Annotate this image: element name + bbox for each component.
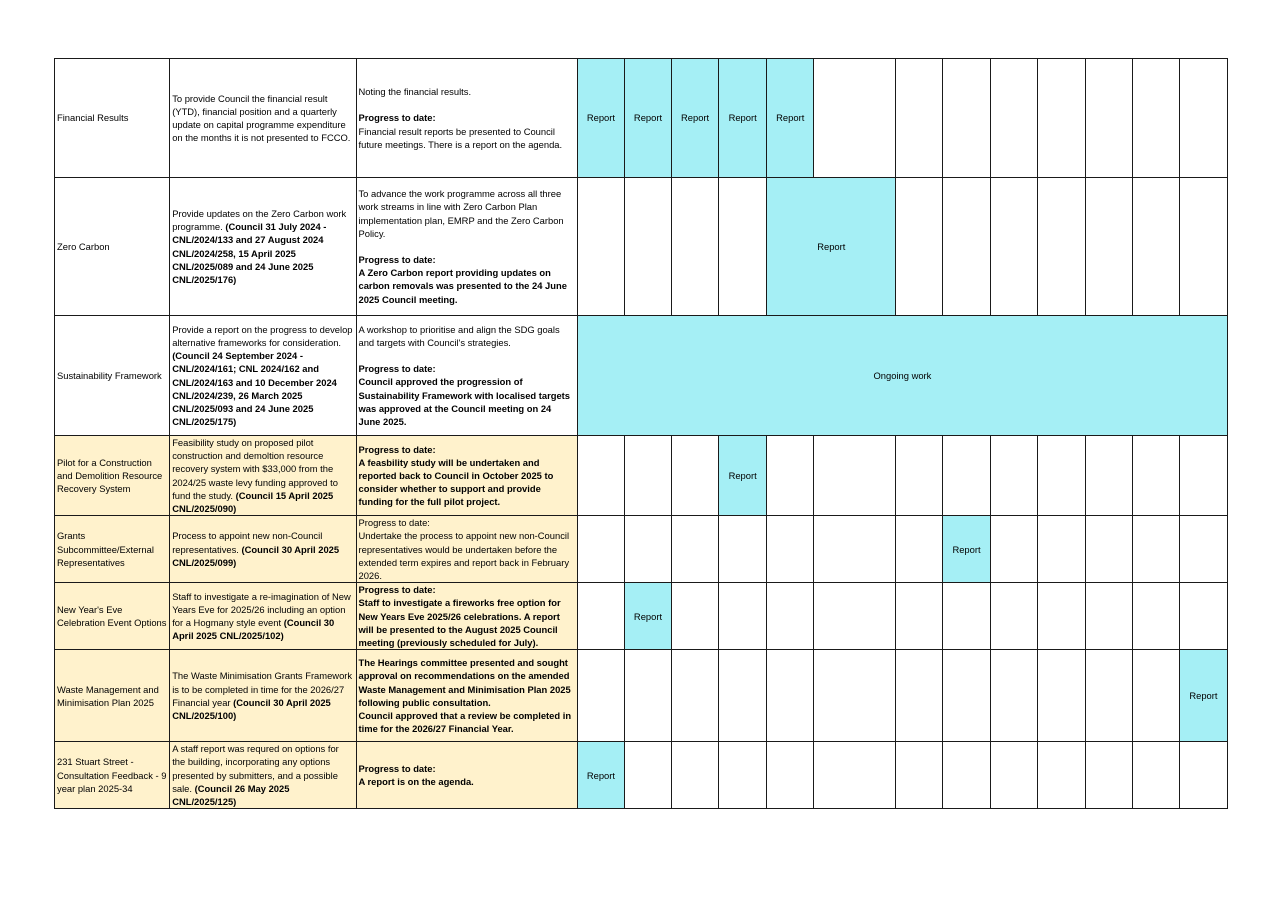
- timeline-cell: Report: [943, 516, 990, 583]
- timeline-cell-empty: [1037, 516, 1085, 583]
- timeline-cell-empty: [719, 516, 767, 583]
- table-row: [55, 178, 1228, 316]
- timeline-cell-empty: [896, 742, 943, 809]
- table-row: [55, 516, 1228, 583]
- timeline-cell-empty: [1132, 650, 1179, 742]
- timeline-cell-empty: [672, 178, 719, 316]
- timeline-cell: Report: [577, 742, 624, 809]
- timeline-cell-empty: [624, 178, 671, 316]
- timeline-cell-empty: [990, 650, 1037, 742]
- timeline-cell-empty: [672, 583, 719, 650]
- timeline-cell-empty: [1085, 742, 1132, 809]
- timeline-cell: Report: [767, 178, 896, 316]
- timeline-cell-empty: [1132, 516, 1179, 583]
- row-outcome: [356, 436, 577, 516]
- timeline-cell-empty: [767, 742, 814, 809]
- row-title: 231 Stuart Street - Consultation Feedback - 9 year plan 2025-34: [55, 742, 170, 809]
- timeline-cell-empty: [990, 59, 1037, 178]
- timeline-cell-empty: [719, 178, 767, 316]
- timeline-cell-empty: [990, 178, 1037, 316]
- outcome-intro: A workshop to prioritise and align the SDG goals and targets with Council's strategies.: [358, 323, 560, 348]
- timeline-cell-empty: [672, 742, 719, 809]
- row-outcome: [356, 516, 577, 583]
- timeline-cell-empty: [814, 516, 896, 583]
- timeline-cell-ongoing: Ongoing work: [577, 316, 1227, 436]
- timeline-cell-empty: [1085, 178, 1132, 316]
- timeline-cell-empty: [1085, 436, 1132, 516]
- progress-label: Progress to date:: [358, 517, 430, 529]
- purpose-text: Process to appoint new non-Council representatives.: [172, 530, 323, 555]
- timeline-cell-empty: [896, 516, 943, 583]
- timeline-cell-empty: [1179, 742, 1227, 809]
- timeline-cell-empty: [719, 650, 767, 742]
- outcome-intro: To advance the work programme across all three work streams in line with Zero Carbon Plan implementation plan, EMRP and the Zero Carbon Policy.: [358, 188, 564, 239]
- table-row: [55, 742, 1228, 809]
- timeline-cell-empty: [1037, 650, 1085, 742]
- timeline-cell-empty: [1179, 583, 1227, 650]
- table-row: [55, 59, 1228, 178]
- progress-text: A report is on the agenda.: [358, 776, 474, 788]
- progress-text: The Hearings committee presented and sought approval on recommendations on the amended Waste Management and Minimisation Plan 2025 following public consultation.: [358, 657, 571, 708]
- outcome-intro: Noting the financial results.: [358, 86, 472, 98]
- purpose-text: Provide updates on the Zero Carbon work programme.: [172, 207, 347, 233]
- timeline-cell: Report: [624, 59, 671, 178]
- progress-text-2: Council approved that a review be completed in time for the 2026/27 Financial Year.: [358, 709, 572, 735]
- progress-text: Council approved the progression of Sustainability Framework with localised targets was approved at the Council meeting on 24 June 2025.: [358, 376, 571, 427]
- timeline-cell: Report: [672, 59, 719, 178]
- timeline-cell-empty: [1037, 742, 1085, 809]
- purpose-text: The Waste Minimisation Grants Framework is to be completed in time for the 2026/27 Financial year: [172, 670, 353, 708]
- timeline-cell-empty: [1085, 650, 1132, 742]
- timeline-cell-empty: [943, 436, 990, 516]
- timeline-cell-empty: [719, 583, 767, 650]
- timeline-cell-empty: [814, 59, 896, 178]
- purpose-ref: (Council 26 May 2025 CNL/2025/125): [172, 782, 290, 808]
- timeline-cell-empty: [1179, 178, 1227, 316]
- timeline-cell-empty: [896, 436, 943, 516]
- row-purpose: [170, 436, 356, 516]
- timeline-cell-empty: [943, 742, 990, 809]
- timeline-cell: Report: [719, 436, 767, 516]
- timeline-cell-empty: [577, 583, 624, 650]
- purpose-ref: (Council 30 April 2025 CNL/2025/099): [172, 543, 340, 568]
- timeline-cell-empty: [896, 650, 943, 742]
- row-purpose: [170, 650, 356, 742]
- timeline-cell-empty: [624, 516, 671, 583]
- purpose-ref: (Council 31 July 2024 - CNL/2024/133 and 27 August 2024 CNL/2024/258, 15 April 2025 CNL/2025/089 and 24 June 2025 CNL/2025/176): [172, 221, 327, 285]
- timeline-cell-empty: [1037, 178, 1085, 316]
- timeline-cell-empty: [1132, 742, 1179, 809]
- timeline-cell-empty: [814, 583, 896, 650]
- timeline-cell: Report: [624, 583, 671, 650]
- timeline-cell-empty: [1085, 516, 1132, 583]
- timeline-cell-empty: [1085, 583, 1132, 650]
- timeline-cell-empty: [1132, 178, 1179, 316]
- progress-label: Progress to date:: [358, 443, 436, 455]
- purpose-ref: (Council 30 April 2025 CNL/2025/102): [172, 617, 335, 642]
- timeline-cell-empty: [1037, 59, 1085, 178]
- row-title: Zero Carbon: [55, 178, 170, 316]
- timeline-cell-empty: [1132, 583, 1179, 650]
- purpose-ref: (Council 24 September 2024 - CNL/2024/161; CNL 2024/162 and CNL/2024/163 and 10 December 2024 CNL/2024/239, 26 March 2025 CNL/2025/093 and 24 June 2025 CNL/2025/175): [172, 350, 337, 428]
- timeline-cell: Report: [1179, 650, 1227, 742]
- timeline-cell-empty: [943, 583, 990, 650]
- table-row: [55, 436, 1228, 516]
- timeline-cell-empty: [767, 583, 814, 650]
- timeline-cell-empty: [577, 178, 624, 316]
- progress-text: A feasbility study will be undertaken and reported back to Council in October 2025 to consider whether to support and provide funding for the full pilot project.: [358, 456, 554, 508]
- purpose-ref: (Council 15 April 2025 CNL/2025/090): [172, 489, 334, 515]
- timeline-cell-empty: [990, 742, 1037, 809]
- progress-label: Progress to date:: [358, 763, 436, 775]
- row-purpose: [170, 583, 356, 650]
- progress-text: Staff to investigate a fireworks free option for New Years Eve 2025/26 celebrations. A report will be presented to the August 2025 Council meeting (previously scheduled for July).: [358, 597, 561, 649]
- row-title: Sustainability Framework: [55, 316, 170, 436]
- timeline-cell-empty: [719, 742, 767, 809]
- timeline-cell-empty: [1037, 436, 1085, 516]
- timeline-cell-empty: [814, 436, 896, 516]
- purpose-text: A staff report was requred on options for the building, incorporating any options presented by submitters, and a possible sale.: [172, 743, 339, 794]
- row-purpose: [170, 316, 356, 436]
- progress-text: Undertake the process to appoint new non-Council representatives would be undertaken before the extended term expires and report back in February 2026.: [358, 530, 570, 582]
- row-purpose: [170, 516, 356, 583]
- timeline-cell-empty: [1179, 59, 1227, 178]
- timeline-cell: Report: [767, 59, 814, 178]
- timeline-cell-empty: [577, 650, 624, 742]
- row-title: New Year's Eve Celebration Event Options: [55, 583, 170, 650]
- row-outcome: [356, 742, 577, 809]
- timeline-cell-empty: [767, 650, 814, 742]
- work-programme-table: [54, 58, 1228, 809]
- timeline-cell-empty: [1132, 59, 1179, 178]
- purpose-text: Provide a report on the progress to develop alternative frameworks for consideration.: [172, 323, 353, 348]
- row-title: Grants Subcommittee/External Representatives: [55, 516, 170, 583]
- timeline-cell-empty: [990, 583, 1037, 650]
- timeline-cell-empty: [624, 742, 671, 809]
- row-outcome: [356, 316, 577, 436]
- row-outcome: [356, 583, 577, 650]
- timeline-cell-empty: [624, 650, 671, 742]
- timeline-cell-empty: [1132, 436, 1179, 516]
- row-purpose: [170, 178, 356, 316]
- row-title: Waste Management and Minimisation Plan 2025: [55, 650, 170, 742]
- timeline-cell-empty: [624, 436, 671, 516]
- row-outcome: [356, 178, 577, 316]
- timeline-cell-empty: [990, 516, 1037, 583]
- progress-label: Progress to date:: [358, 254, 436, 265]
- timeline-cell-empty: [767, 516, 814, 583]
- purpose-text: Feasibility study on proposed pilot construction and demoltion resource recovery system with $33,000 from the 2024/25 waste levy funding approved to fund the study.: [172, 437, 338, 501]
- timeline-cell-empty: [814, 650, 896, 742]
- timeline-cell-empty: [896, 583, 943, 650]
- timeline-cell-empty: [672, 436, 719, 516]
- purpose-text: To provide Council the financial result (YTD), financial position and a quarterly update on capital programme expenditure on the months it is not presented to FCCO.: [172, 92, 351, 144]
- timeline-cell-empty: [943, 59, 990, 178]
- row-outcome: [356, 650, 577, 742]
- timeline-cell-empty: [672, 516, 719, 583]
- timeline-cell-empty: [896, 59, 943, 178]
- row-outcome: [356, 59, 577, 178]
- timeline-cell: Report: [577, 59, 624, 178]
- timeline-cell: Report: [719, 59, 767, 178]
- timeline-cell-empty: [1179, 516, 1227, 583]
- table-row: [55, 316, 1228, 436]
- timeline-cell-empty: [577, 516, 624, 583]
- timeline-cell-empty: [1037, 583, 1085, 650]
- timeline-cell-empty: [1085, 59, 1132, 178]
- timeline-cell-empty: [672, 650, 719, 742]
- timeline-cell-empty: [896, 178, 943, 316]
- timeline-cell-empty: [577, 436, 624, 516]
- timeline-cell-empty: [943, 178, 990, 316]
- timeline-cell-empty: [767, 436, 814, 516]
- progress-label: Progress to date:: [358, 584, 436, 596]
- timeline-cell-empty: [990, 436, 1037, 516]
- purpose-text: Staff to investigate a re-imagination of New Years Eve for 2025/26 including an option for a Hogmany style event: [172, 590, 351, 629]
- row-title: Financial Results: [55, 59, 170, 178]
- row-purpose: [170, 742, 356, 809]
- timeline-cell-empty: [1179, 436, 1227, 516]
- table-row: [55, 583, 1228, 650]
- timeline-cell-empty: [943, 650, 990, 742]
- progress-text: Financial result reports be presented to Council future meetings. There is a report on the agenda.: [358, 125, 563, 150]
- timeline-cell-empty: [814, 742, 896, 809]
- table-row: [55, 650, 1228, 742]
- progress-text: A Zero Carbon report providing updates on carbon removals was presented to the 24 June 2025 Council meeting.: [358, 267, 567, 305]
- progress-label: Progress to date:: [358, 363, 436, 375]
- purpose-ref: (Council 30 April 2025 CNL/2025/100): [172, 696, 331, 721]
- row-purpose: [170, 59, 356, 178]
- progress-label: Progress to date:: [358, 112, 436, 124]
- row-title: Pilot for a Construction and Demolition Resource Recovery System: [55, 436, 170, 516]
